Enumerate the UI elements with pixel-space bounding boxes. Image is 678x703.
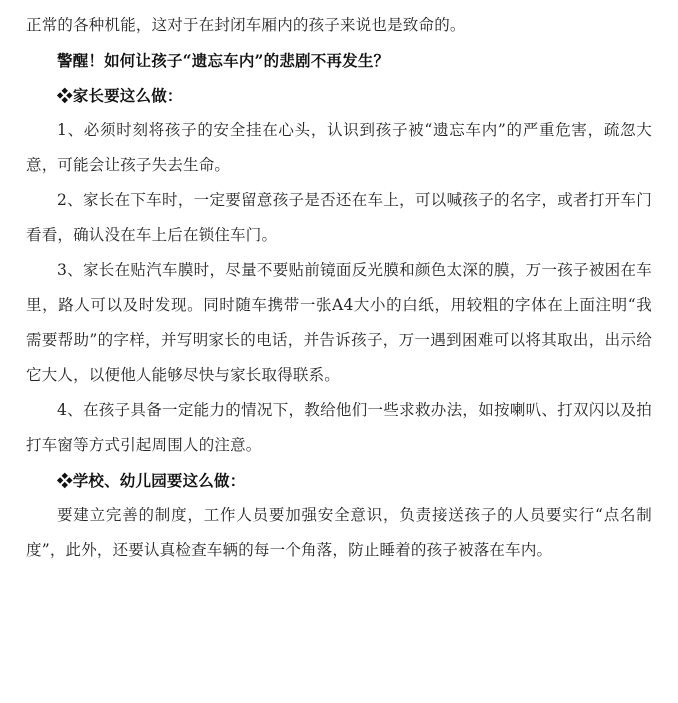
parents-item-1: 1、必须时刻将孩子的安全挂在心头，认识到孩子被“遗忘车内”的严重危害，疏忽大意，可能会让孩子失去生命。: [26, 121, 652, 174]
parents-item-2: 2、家长在下车时，一定要留意孩子是否还在车上，可以喊孩子的名字，或者打开车门看看，确认没在车上后在锁住车门。: [26, 191, 652, 244]
subheading-school: ❖学校、幼儿园要这么做：: [57, 471, 246, 490]
school-body-paragraph: 要建立完善的制度，工作人员要加强安全意识，负责接送孩子的人员要实行“点名制度”，此外，还要认真检查车辆的每一个角落，防止睡着的孩子被落在车内。: [26, 506, 652, 559]
section-heading-warning: 警醒！如何让孩子“遗忘车内”的悲剧不再发生？: [57, 51, 390, 70]
subheading-parents: ❖家长要这么做：: [57, 86, 183, 105]
paragraph-continuation: 正常的各种机能，这对于在封闭车厢内的孩子来说也是致命的。: [26, 16, 466, 34]
parents-item-3: 3、家长在贴汽车膜时，尽量不要贴前镜面反光膜和颜色太深的膜，万一孩子被困在车里，路人可以及时发现。同时随车携带一张A4大小的白纸，用较粗的字体在上面注明“我需要帮助”的字样，并写明家长的电话，并告诉孩子，万一遇到困难可以将其取出，出示给它大人，以便他人能够尽快与家长取得联系。: [26, 261, 652, 384]
parents-item-4: 4、在孩子具备一定能力的情况下，教给他们一些求救办法，如按喇叭、打双闪以及拍打车窗等方式引起周围人的注意。: [26, 401, 652, 454]
